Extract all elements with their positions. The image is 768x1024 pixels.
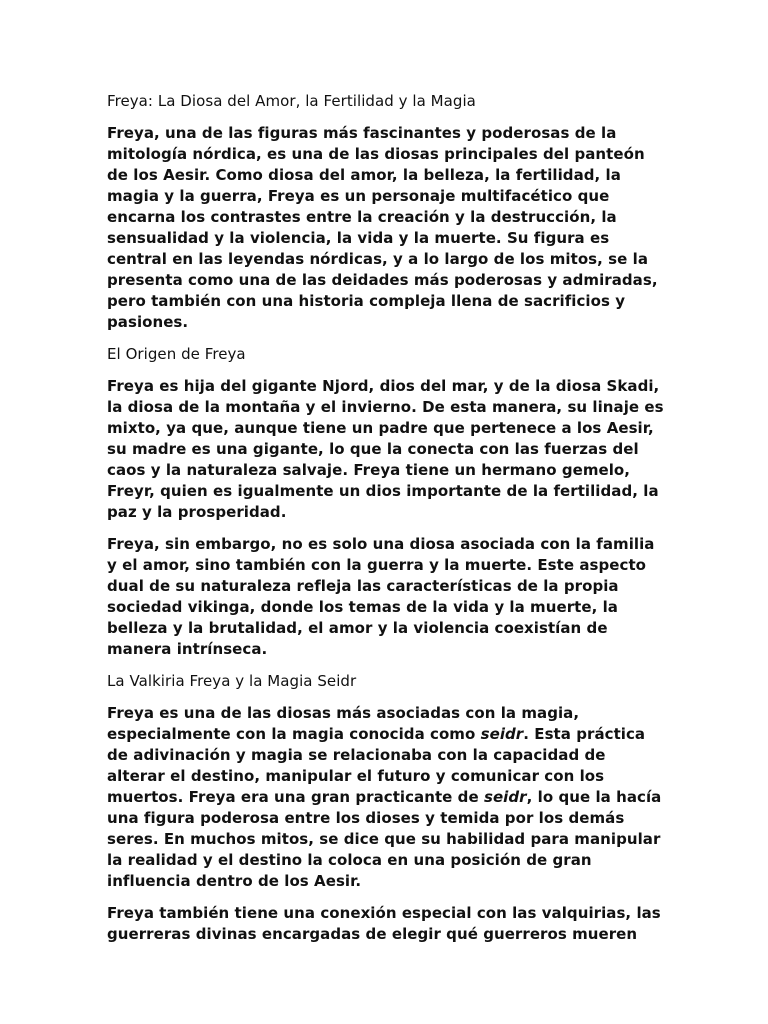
seidr-term-2: seidr <box>483 788 527 806</box>
seidr-term-1: seidr <box>480 725 524 743</box>
intro-paragraph: Freya, una de las figuras más fascinantes y poderosas de la mitología nórdica, es una de las diosas principales del panteón de los Aesir. Como diosa del amor, la belleza, la fertilidad, la magia y la guerra, Freya es un personaje multifacético que encarna los contrastes entre la creación y la destrucción, la sensualidad y la violencia, la vida y la muerte. Su figura es central en las leyendas nórdicas, y a lo largo de los mitos, se la presenta como una de las deidades más poderosas y admiradas, pero también con una historia compleja llena de sacrificios y pasiones. <box>107 124 658 331</box>
document-title: Freya: La Diosa del Amor, la Fertilidad y la Magia <box>107 92 476 110</box>
valkiria-paragraph-2: Freya también tiene una conexión especial con las valquirias, las guerreras divinas encargadas de elegir qué guerreros mueren <box>107 904 661 943</box>
valkiria-paragraph-1 <box>107 703 667 892</box>
origen-paragraph-1: Freya es hija del gigante Njord, dios del mar, y de la diosa Skadi, la diosa de la montaña y el invierno. De esta manera, su linaje es mixto, ya que, aunque tiene un padre que pertenece a los Aesir, su madre es una gigante, lo que la conecta con las fuerzas del caos y la naturaleza salvaje. Freya tiene un hermano gemelo, Freyr, quien es igualmente un dios importante de la fertilidad, la paz y la prosperidad. <box>107 377 664 521</box>
section-heading-origen: El Origen de Freya <box>107 345 246 363</box>
valkiria-p1-text-b: . Esta práctica de adivinación y magia se relacionaba con la capacidad de alterar el destino, manipular el futuro y comunicar con los muertos. Freya era una gran practicante de <box>107 725 646 806</box>
section-heading-valkiria: La Valkiria Freya y la Magia Seidr <box>107 672 357 690</box>
valkiria-p1-text-c: , lo que la hacía una figura poderosa entre los dioses y temida por los demás seres. En muchos mitos, se dice que su habilidad para manipular la realidad y el destino la coloca en una posición de gran influencia dentro de los Aesir. <box>107 788 662 890</box>
document-page <box>107 91 667 956</box>
origen-paragraph-2: Freya, sin embargo, no es solo una diosa asociada con la familia y el amor, sino también con la guerra y la muerte. Este aspecto dual de su naturaleza refleja las características de la propia sociedad vikinga, donde los temas de la vida y la muerte, la belleza y la brutalidad, el amor y la violencia coexistían de manera intrínseca. <box>107 535 655 658</box>
valkiria-p1-text-a: Freya es una de las diosas más asociadas con la magia, especialmente con la magia conocida como <box>107 704 580 743</box>
